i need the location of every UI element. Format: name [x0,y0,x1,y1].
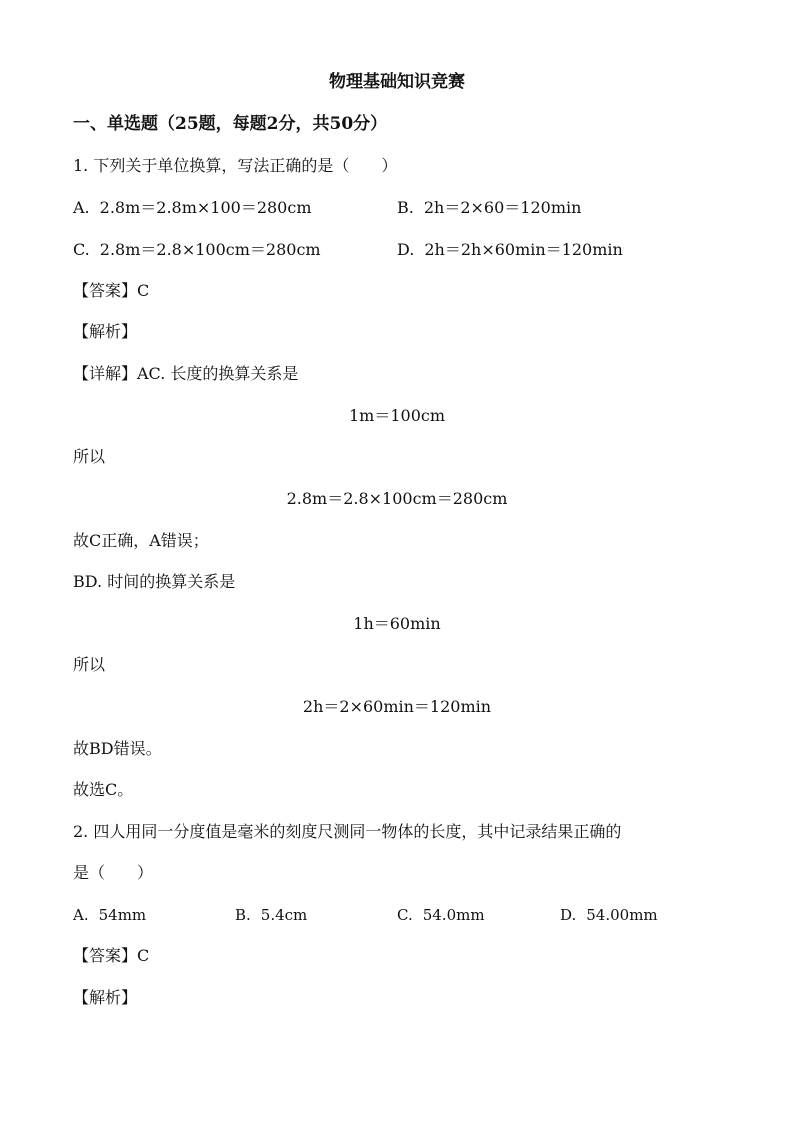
question-1-so-2: 所以 [73,655,106,674]
section-heading: 一、单选题（25题，每题2分，共50分） [73,114,388,134]
question-1-choice: 故选C。 [73,780,134,799]
document-title: 物理基础知识竞赛 [329,72,465,92]
option-text: 2h＝2h×60min＝120min [424,240,623,259]
option-label: C. [397,906,413,924]
question-1-bd-detail: BD. 时间的换算关系是 [73,572,236,591]
option-label: D. [560,906,577,924]
option-text: 54mm [98,906,147,924]
question-2-option-a [73,905,146,925]
option-label: D. [397,240,415,259]
option-text: 54.0mm [422,906,485,924]
question-1-equation-2: 2.8m＝2.8×100cm＝280cm [286,489,508,508]
question-2-option-d [560,905,658,925]
option-label: B. [235,906,251,924]
question-1-equation-1: 1m＝100cm [348,406,446,425]
option-text: 54.00mm [586,906,658,924]
question-1-detail: 【详解】AC. 长度的换算关系是 [73,364,299,383]
option-text: 5.4cm [260,906,308,924]
question-1-option-a [73,198,312,218]
option-text: 2.8m＝2.8m×100＝280cm [99,198,312,217]
option-text: 2h＝2×60＝120min [423,198,582,217]
option-label: A. [73,198,90,217]
question-1-analysis-heading: 【解析】 [73,322,138,341]
question-1-conclusion-2: 故BD错误。 [73,739,162,758]
question-2-analysis-heading: 【解析】 [73,988,138,1007]
question-1-equation-4: 2h＝2×60min＝120min [302,697,492,716]
question-1-equation-3: 1h＝60min [353,614,441,633]
question-1-stem: 1. 下列关于单位换算，写法正确的是（ ） [73,156,398,175]
question-2-option-b [235,905,307,925]
option-label: C. [73,240,90,259]
option-text: 2.8m＝2.8×100cm＝280cm [99,240,321,259]
question-2-stem-line-2: 是（ ） [73,863,154,882]
question-1-option-d [397,240,623,260]
question-2-answer: 【答案】C [73,946,150,965]
question-1-conclusion-1: 故C正确，A错误； [73,531,209,550]
question-1-option-c [73,240,321,260]
option-label: A. [73,906,89,924]
option-label: B. [397,198,414,217]
question-2-stem-line-1: 2. 四人用同一分度值是毫米的刻度尺测同一物体的长度，其中记录结果正确的 [73,822,622,841]
question-1-answer: 【答案】C [73,281,150,300]
question-1-option-b [397,198,581,218]
question-2-option-c [397,905,485,925]
question-1-so-1: 所以 [73,447,106,466]
